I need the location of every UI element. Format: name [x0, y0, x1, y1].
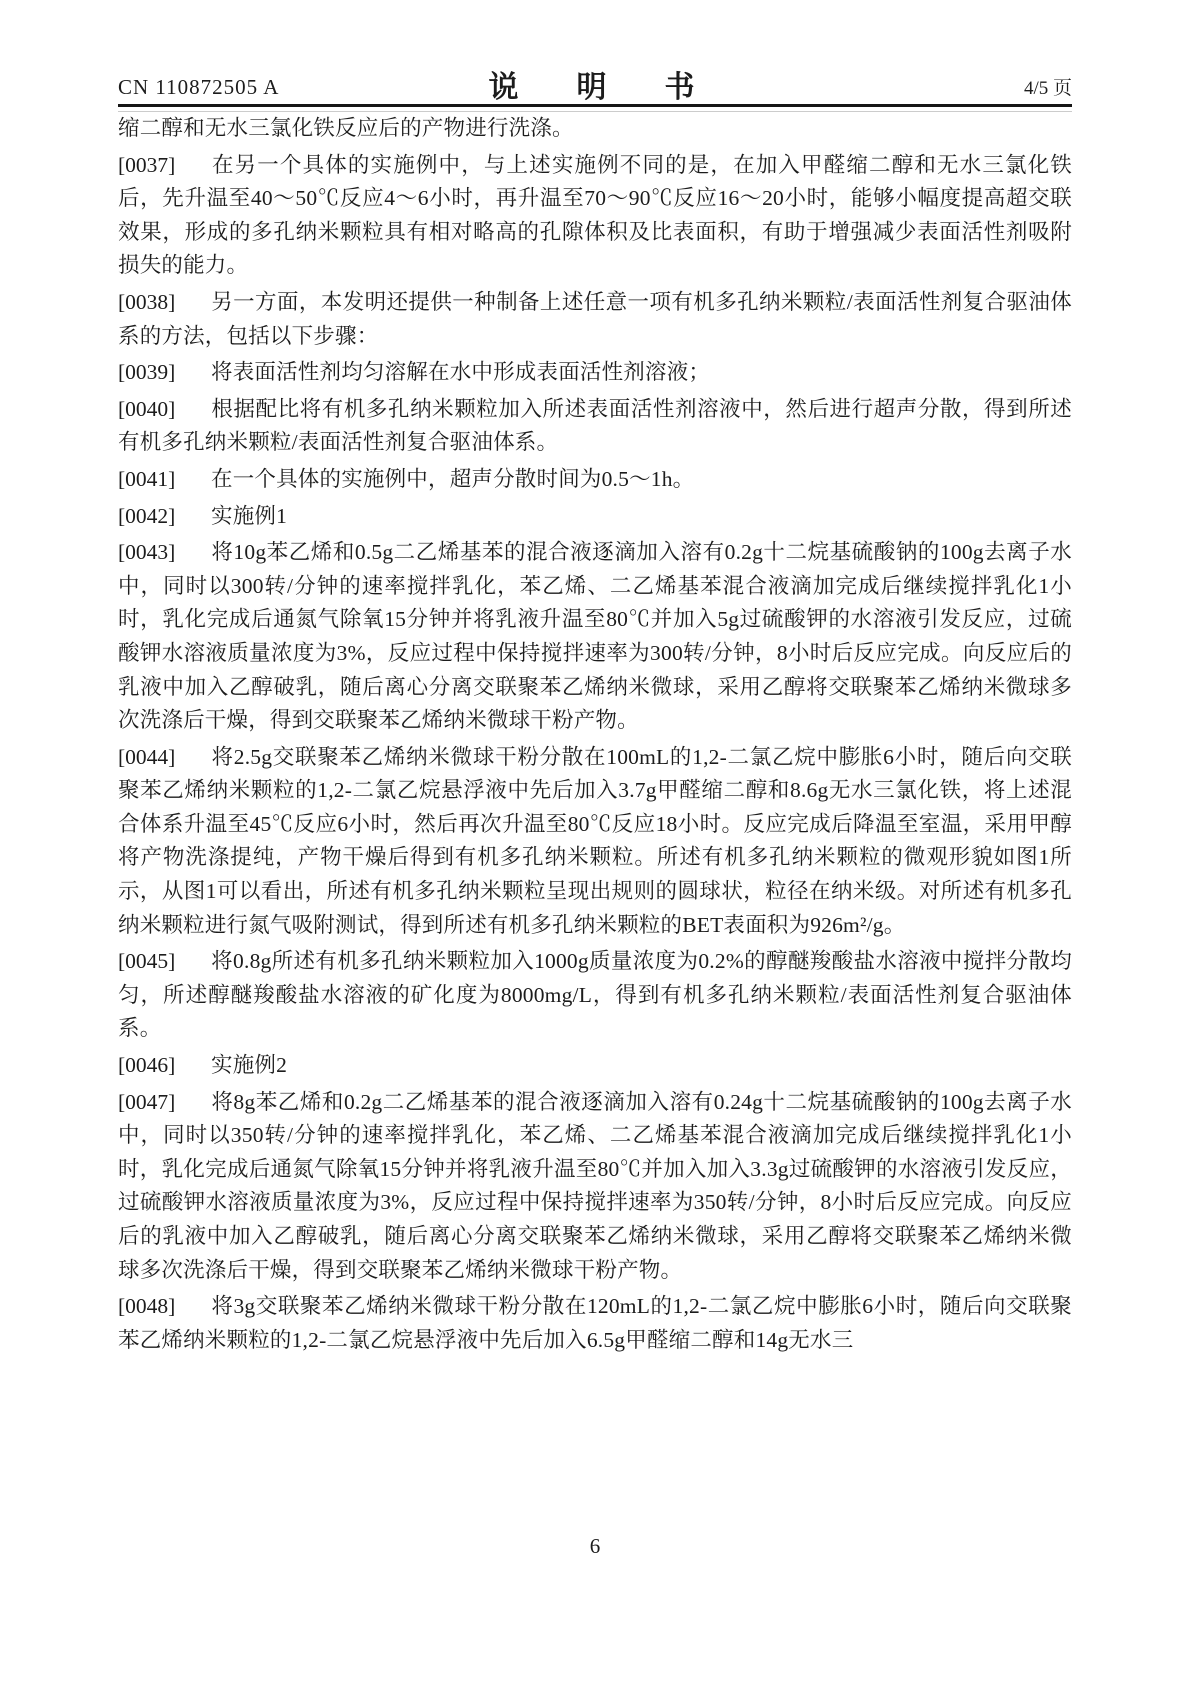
paragraph-text: 将10g苯乙烯和0.5g二乙烯基苯的混合液逐滴加入溶有0.2g十二烷基硫酸钠的100g去离子水中，同时以300转/分钟的速率搅拌乳化，苯乙烯、二乙烯基苯混合液滴加完成后继续搅拌乳化1小时，乳化完成后通氮气除氧15分钟并将乳液升温至80℃并加入5g过硫酸钾的水溶液引发反应，过硫酸钾水溶液质量浓度为3%，反应过程中保持搅拌速率为300转/分钟，8小时后反应完成。向反应后的乳液中加入乙醇破乳，随后离心分离交联聚苯乙烯纳米微球，采用乙醇将交联聚苯乙烯纳米微球多次洗涤后干燥，得到交联聚苯乙烯纳米微球干粉产物。 [118, 540, 1072, 733]
paragraph-number: [0043] [118, 540, 176, 565]
paragraph-number: [0046] [118, 1053, 176, 1078]
paragraph-text: 在另一个具体的实施例中，与上述实施例不同的是，在加入甲醛缩二醇和无水三氯化铁后，先升温至40～50℃反应4～6小时，再升温至70～90℃反应16～20小时，能够小幅度提高超交联效果，形成的多孔纳米颗粒具有相对略高的孔隙体积及比表面积，有助于增强减少表面活性剂吸附损失的能力。 [118, 152, 1072, 278]
paragraph-text: 在一个具体的实施例中，超声分散时间为0.5～1h。 [211, 466, 695, 491]
paragraph-number: [0041] [118, 466, 176, 491]
header-rule-thick [118, 104, 1072, 107]
paragraph [118, 536, 1072, 738]
paragraph-number: [0037] [118, 152, 176, 177]
paragraph-number: [0048] [118, 1294, 176, 1319]
paragraph [118, 1049, 1072, 1083]
paragraph-text: 缩二醇和无水三氯化铁反应后的产物进行洗涤。 [118, 116, 574, 140]
paragraph-text: 将3g交联聚苯乙烯纳米微球干粉分散在120mL的1,2-二氯乙烷中膨胀6小时，随后向交联聚苯乙烯纳米颗粒的1,2-二氯乙烷悬浮液中先后加入6.5g甲醛缩二醇和14g无水三 [118, 1294, 1072, 1352]
paragraph [118, 112, 1072, 146]
paragraph-number: [0042] [118, 503, 176, 528]
paragraph-number: [0047] [118, 1089, 176, 1114]
paragraph-text: 实施例2 [211, 1053, 288, 1078]
specification-body [118, 112, 1072, 1357]
paragraph-number: [0038] [118, 289, 176, 314]
paragraph-text: 将8g苯乙烯和0.2g二乙烯基苯的混合液逐滴加入溶有0.24g十二烷基硫酸钠的100g去离子水中，同时以350转/分钟的速率搅拌乳化，苯乙烯、二乙烯基苯混合液滴加完成后继续搅拌乳化1小时，乳化完成后通氮气除氧15分钟并将乳液升温至80℃并加入加入3.3g过硫酸钾的水溶液引发反应，过硫酸钾水溶液质量浓度为3%，反应过程中保持搅拌速率为350转/分钟，8小时后反应完成。向反应后的乳液中加入乙醇破乳，随后离心分离交联聚苯乙烯纳米微球，采用乙醇将交联聚苯乙烯纳米微球多次洗涤后干燥，得到交联聚苯乙烯纳米微球干粉产物。 [118, 1089, 1072, 1282]
paragraph-text: 另一方面，本发明还提供一种制备上述任意一项有机多孔纳米颗粒/表面活性剂复合驱油体系的方法，包括以下步骤： [118, 289, 1072, 348]
page-number: 6 [589, 1534, 601, 1558]
paragraph-text: 将2.5g交联聚苯乙烯纳米微球干粉分散在100mL的1,2-二氯乙烷中膨胀6小时，随后向交联聚苯乙烯纳米颗粒的1,2-二氯乙烷悬浮液中先后加入3.7g甲醛缩二醇和8.6g无水三氯化铁，将上述混合体系升温至45℃反应6小时，然后再次升温至80℃反应18小时。反应完成后降温至室温，采用甲醇将产物洗涤提纯，产物干燥后得到有机多孔纳米颗粒。所述有机多孔纳米颗粒的微观形貌如图1所示，从图1可以看出，所述有机多孔纳米颗粒呈现出规则的圆球状，粒径在纳米级。对所述有机多孔纳米颗粒进行氮气吸附测试，得到所述有机多孔纳米颗粒的BET表面积为926m²/g。 [118, 744, 1072, 937]
paragraph [118, 149, 1072, 283]
paragraph [118, 463, 1072, 497]
paragraph-number: [0044] [118, 744, 176, 769]
paragraph [118, 356, 1072, 390]
paragraph-text: 根据配比将有机多孔纳米颗粒加入所述表面活性剂溶液中，然后进行超声分散，得到所述有机多孔纳米颗粒/表面活性剂复合驱油体系。 [118, 396, 1072, 455]
paragraph [118, 741, 1072, 943]
paragraph-number: [0045] [118, 949, 176, 974]
patent-publication-number: CN 110872505 A [118, 75, 280, 99]
paragraph-number: [0040] [118, 396, 176, 421]
paragraph-number: [0039] [118, 360, 176, 385]
paragraph [118, 286, 1072, 353]
paragraph-text: 实施例1 [211, 503, 288, 528]
paragraph-text: 将0.8g所述有机多孔纳米颗粒加入1000g质量浓度为0.2%的醇醚羧酸盐水溶液中搅拌分散均匀，所述醇醚羧酸盐水溶液的矿化度为8000mg/L，得到有机多孔纳米颗粒/表面活性剂复合驱油体系。 [118, 949, 1072, 1041]
sheet-page-indicator: 4/5 页 [1023, 78, 1072, 99]
paragraph-text: 将表面活性剂均匀溶解在水中形成表面活性剂溶液； [211, 360, 711, 385]
paragraph [118, 1290, 1072, 1357]
page-footer [0, 1534, 1190, 1559]
paragraph [118, 945, 1072, 1046]
paragraph [118, 393, 1072, 460]
document-title: 说 明 书 [488, 71, 709, 104]
paragraph [118, 500, 1072, 534]
page-header [118, 0, 1072, 112]
paragraph [118, 1086, 1072, 1288]
